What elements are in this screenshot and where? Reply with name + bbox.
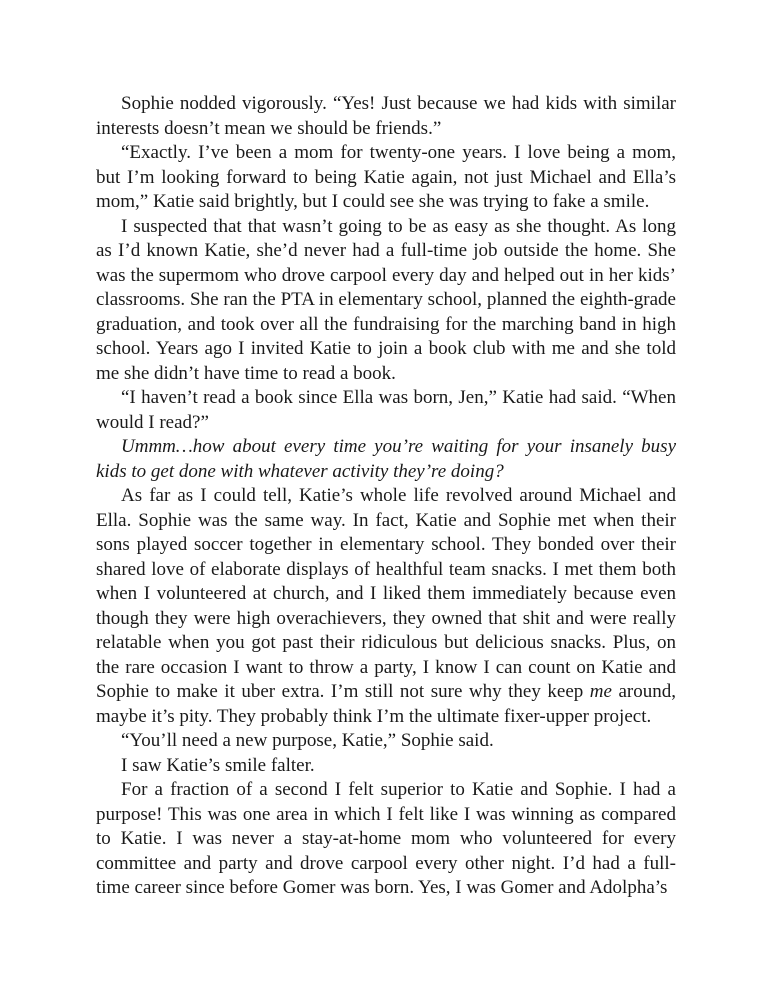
paragraph: Sophie nodded vigorously. “Yes! Just because we had kids with similar interests doesn’t mean we should be friends.” (96, 93, 676, 139)
paragraph: I suspected that that wasn’t going to be as easy as she thought. As long as I’d known Katie, she’d never had a full-time job outside the home. She was the supermom who drove carpool every day and helped out in her kids’ classrooms. She ran the PTA in elementary school, planned the eighth-grade graduation, and took over all the fundraising for the marching band in high school. Years ago I invited Katie to join a book club with me and she told me she didn’t have time to read a book. (96, 215, 676, 384)
paragraph: “I haven’t read a book since Ella was born, Jen,” Katie had said. “When would I read?” (96, 387, 676, 433)
paragraph: For a fraction of a second I felt superior to Katie and Sophie. I had a purpose! This was one area in which I felt like I was winning as compared to Katie. I was never a stay-at-home mom who volunteered for every committee and party and drove carpool every other night. I’d had a full-time career since before Gomer was born. Yes, I was Gomer and Adolpha’s (96, 779, 676, 898)
paragraph: I saw Katie’s smile falter. (121, 754, 315, 776)
paragraph-text: around, maybe it’s pity. They probably think I’m the ultimate fixer-upper project. (96, 681, 676, 727)
paragraph: “You’ll need a new purpose, Katie,” Sophie said. (121, 730, 494, 751)
emphasized-word: me (589, 681, 612, 702)
italic-thought-paragraph: Ummm…how about every time you’re waiting for your insanely busy kids to get done with whatever activity they’re doing? (96, 436, 676, 482)
book-page-body (96, 92, 676, 901)
paragraph-text: As far as I could tell, Katie’s whole life revolved around Michael and Ella. Sophie was the same way. In fact, Katie and Sophie met when their sons played soccer together in elementary school. They bonded over their shared love of elaborate displays of healthful team snacks. I met them both when I volunteered at church, and I liked them immediately because even though they were high overachievers, they owned that shit and were really relatable when you got past their ridiculous but delicious snacks. Plus, on the rare occasion I want to throw a party, I know I can count on Katie and Sophie to make it uber extra. I’m still not sure why they keep (96, 485, 676, 702)
paragraph (96, 484, 676, 729)
paragraph: “Exactly. I’ve been a mom for twenty-one years. I love being a mom, but I’m looking forward to being Katie again, not just Michael and Ella’s mom,” Katie said brightly, but I could see she was trying to fake a smile. (96, 142, 676, 212)
